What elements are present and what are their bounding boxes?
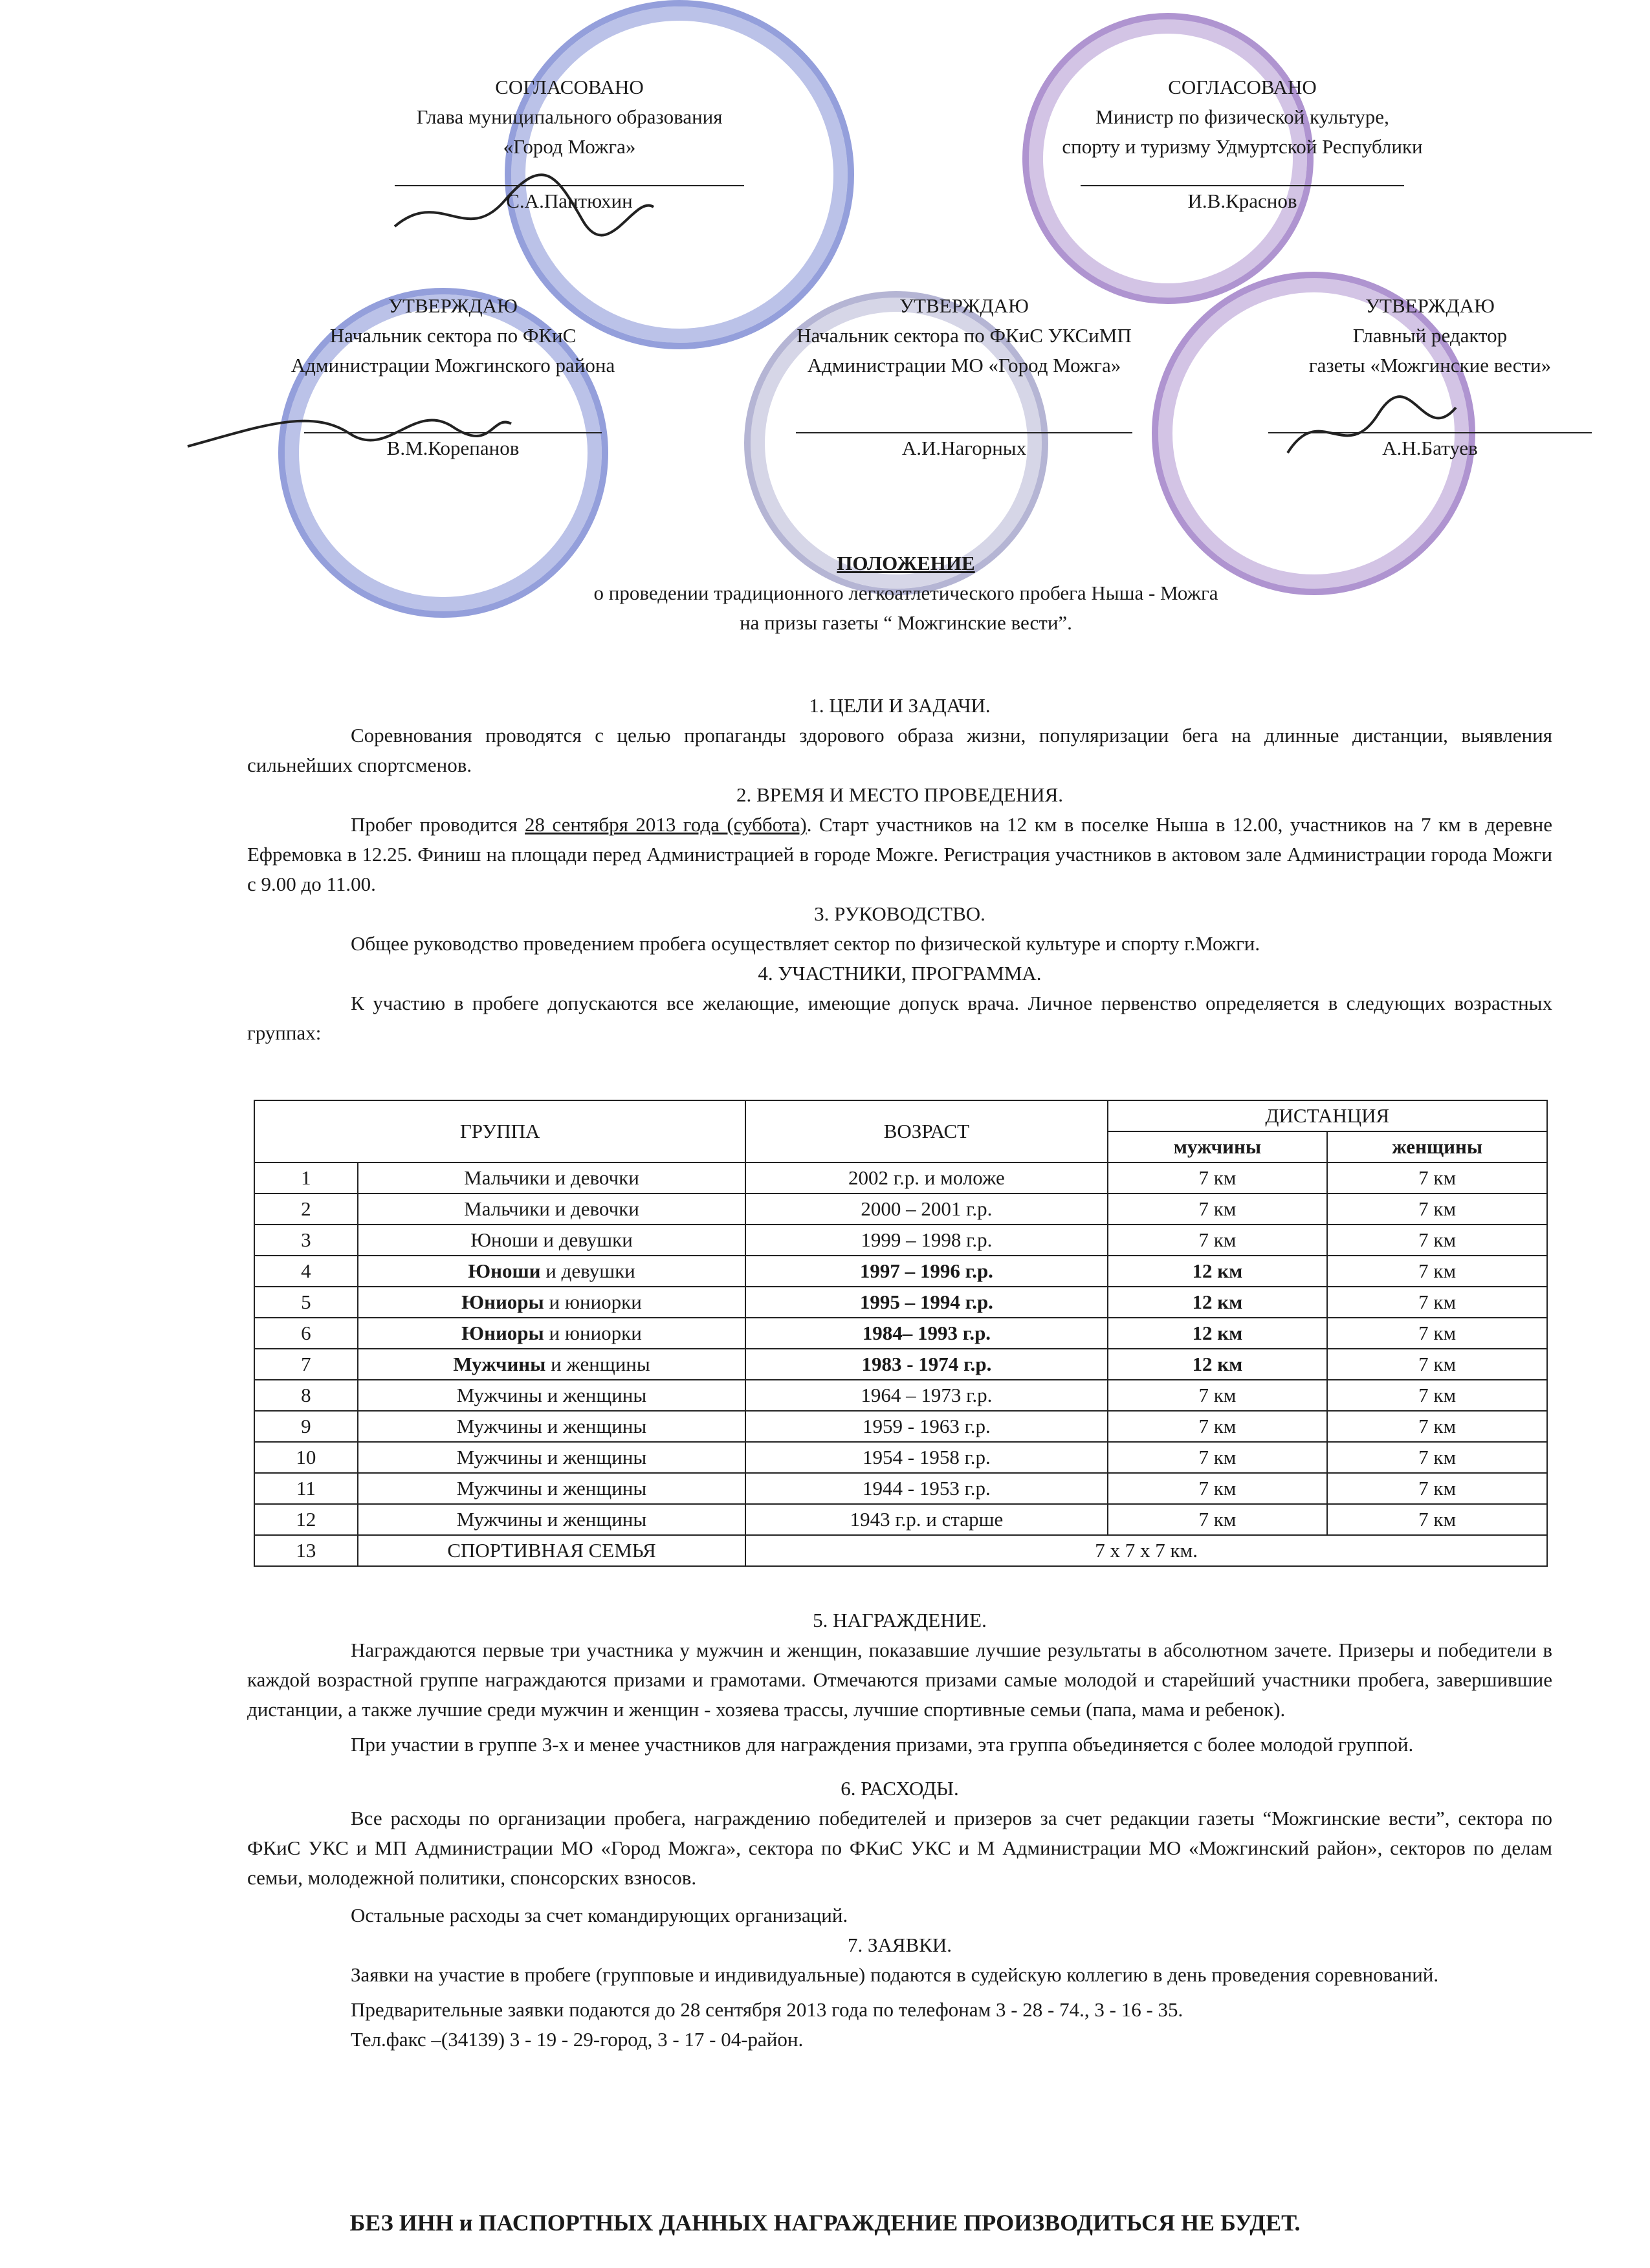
approval-line: Начальник сектора по ФКиС УКСиМП: [797, 324, 1132, 347]
section-heading: 5. НАГРАЖДЕНИЕ.: [813, 1609, 987, 1631]
table-row: 4 Юноши и девушки 1997 – 1996 г.р. 12 км 7 км: [254, 1256, 1547, 1287]
approval-line: Глава муниципального образования: [416, 105, 723, 128]
section-text: Тел.факс –(34139) 3 - 19 - 29-город, 3 - 17 - 04-район.: [351, 2028, 804, 2051]
approval-heading: УТВЕРЖДАЮ: [899, 294, 1029, 317]
sections-bottom: [247, 1606, 1552, 2055]
section-text: Общее руководство проведением пробега осуществляет сектор по физической культуре и спорту г.Можги.: [351, 932, 1260, 955]
approval-newspaper: [1229, 291, 1631, 463]
table-row-family: 13 СПОРТИВНАЯ СЕМЬЯ 7 х 7 х 7 км.: [254, 1535, 1547, 1566]
section-heading: 1. ЦЕЛИ И ЗАДАЧИ.: [809, 694, 991, 717]
approval-line: Администрации Можгинского района: [291, 354, 615, 376]
section-text: Остальные расходы за счет командирующих организаций.: [351, 1904, 848, 1926]
approval-line: Главный редактор: [1352, 324, 1508, 347]
table-row: 9 Мужчины и женщины 1959 - 1963 г.р. 7 км 7 км: [254, 1411, 1547, 1442]
approval-line: Администрации МО «Город Можга»: [807, 354, 1121, 376]
doc-subtitle: о проведении традиционного легкоатлетического пробега Ныша - Можга: [593, 582, 1218, 604]
table-row: 2 Мальчики и девочки 2000 – 2001 г.р. 7 км 7 км: [254, 1194, 1547, 1225]
approval-agreed-right: [958, 72, 1527, 216]
table-row: 8 Мужчины и женщины 1964 – 1973 г.р. 7 км 7 км: [254, 1380, 1547, 1411]
table-row: 1 Мальчики и девочки 2002 г.р. и моложе 7 км 7 км: [254, 1162, 1547, 1194]
header-men: мужчины: [1108, 1131, 1328, 1162]
section-text: Все расходы по организации пробега, награждению победителей и призеров за счет редакции газеты “Можгинские вести”, сектора по ФКиС УКС и МП Администрации МО «Город Можга», сектора по ФКиС УКС и М Администрации МО «Можгинский район», секторов по делам семьи, молодежной политики, спонсорских взносов.: [247, 1807, 1552, 1889]
table-row: 10 Мужчины и женщины 1954 - 1958 г.р. 7 км 7 км: [254, 1442, 1547, 1473]
final-note: БЕЗ ИНН и ПАСПОРТНЫХ ДАННЫХ НАГРАЖДЕНИЕ ПРОИЗВОДИТЬСЯ НЕ БУДЕТ.: [349, 2210, 1301, 2236]
approval-line: Начальник сектора по ФКиС: [329, 324, 577, 347]
section-text: Заявки на участие в пробеге (групповые и индивидуальные) подаются в судейскую коллегию в день проведения соревнований.: [351, 1963, 1439, 1986]
section-heading: 7. ЗАЯВКИ.: [847, 1934, 952, 1956]
sections-top: [247, 691, 1552, 1048]
header-distance: ДИСТАНЦИЯ: [1108, 1100, 1547, 1131]
approval-line: газеты «Можгинские вести»: [1308, 354, 1552, 376]
section-heading: 3. РУКОВОДСТВО.: [814, 902, 985, 925]
section-heading: 2. ВРЕМЯ И МЕСТО ПРОВЕДЕНИЯ.: [736, 783, 1064, 806]
header-age: ВОЗРАСТ: [745, 1100, 1107, 1162]
approval-line: спорту и туризму Удмуртской Республики: [1062, 135, 1423, 158]
table-row: 3 Юноши и девушки 1999 – 1998 г.р. 7 км 7 км: [254, 1225, 1547, 1256]
approval-name: С.А.Пантюхин: [506, 190, 633, 212]
doc-subtitle: на призы газеты “ Можгинские вести”.: [740, 611, 1072, 634]
section-heading: 6. РАСХОДЫ.: [841, 1777, 959, 1800]
approval-heading: УТВЕРЖДАЮ: [1365, 294, 1495, 317]
section-text: К участию в пробеге допускаются все желающие, имеющие допуск врача. Личное первенство определяется в следующих возрастных группах:: [247, 992, 1552, 1044]
table-row: 7 Мужчины и женщины 1983 - 1974 г.р. 12 км 7 км: [254, 1349, 1547, 1380]
approval-name: А.И.Нагорных: [901, 437, 1027, 459]
doc-title-block: [259, 549, 1553, 638]
section-text: Награждаются первые три участника у мужчин и женщин, показавшие лучшие результаты в абсолютном зачете. Призеры и победители в каждой возрастной группе награждаются призами и грамотами. Отмечаются призами самые молодой и старейший участники пробега, завершившие дистанции, а также лучшие среди мужчин и женщин - хозяева трассы, лучшие спортивные семьи (папа, мама и ребенок).: [247, 1639, 1552, 1721]
approval-name: И.В.Краснов: [1187, 190, 1297, 212]
approval-name: В.М.Корепанов: [386, 437, 520, 459]
section-text: Предварительные заявки подаются до 28 сентября 2013 года по телефонам 3 - 28 - 74., 3 - 16 - 35.: [351, 1998, 1183, 2021]
age-groups-table: [254, 1100, 1548, 1567]
approval-district: [201, 291, 705, 463]
approval-line: Министр по физической культуре,: [1095, 105, 1389, 128]
header-group: ГРУППА: [254, 1100, 745, 1162]
section-text: Пробег проводится 28 сентября 2013 года (суббота). Старт участников на 12 км в поселке Ныша в 12.00, участников на 7 км в деревне Ефремовка в 12.25. Финиш на площади перед Администрацией в городе Можге. Регистрация участников в актовом зале Администрации города Можги с 9.00 до 11.00.: [247, 813, 1552, 895]
approval-heading: СОГЛАСОВАНО: [495, 76, 644, 98]
doc-title: ПОЛОЖЕНИЕ: [837, 552, 975, 574]
header-women: женщины: [1327, 1131, 1547, 1162]
section-heading: 4. УЧАСТНИКИ, ПРОГРАММА.: [758, 962, 1042, 985]
table-row: 5 Юниоры и юниорки 1995 – 1994 г.р. 12 км 7 км: [254, 1287, 1547, 1318]
section-text: Соревнования проводятся с целью пропаганды здорового образа жизни, популяризации бега на длинные дистанции, выявления сильнейших спортсменов.: [247, 724, 1552, 776]
section-text: При участии в группе 3-х и менее участников для награждения призами, эта группа объединяется с более молодой группой.: [351, 1733, 1414, 1756]
approval-agreed-left: [311, 72, 828, 216]
table-row: 11 Мужчины и женщины 1944 - 1953 г.р. 7 км 7 км: [254, 1473, 1547, 1504]
approval-heading: СОГЛАСОВАНО: [1168, 76, 1317, 98]
approval-city-sector: [699, 291, 1229, 463]
approval-line: «Город Можга»: [503, 135, 636, 158]
approval-heading: УТВЕРЖДАЮ: [388, 294, 518, 317]
table-row: 12 Мужчины и женщины 1943 г.р. и старше 7 км 7 км: [254, 1504, 1547, 1535]
table-row: 6 Юниоры и юниорки 1984– 1993 г.р. 12 км 7 км: [254, 1318, 1547, 1349]
approval-name: А.Н.Батуев: [1382, 437, 1478, 459]
event-date: 28 сентября 2013 года (суббота): [525, 813, 807, 836]
